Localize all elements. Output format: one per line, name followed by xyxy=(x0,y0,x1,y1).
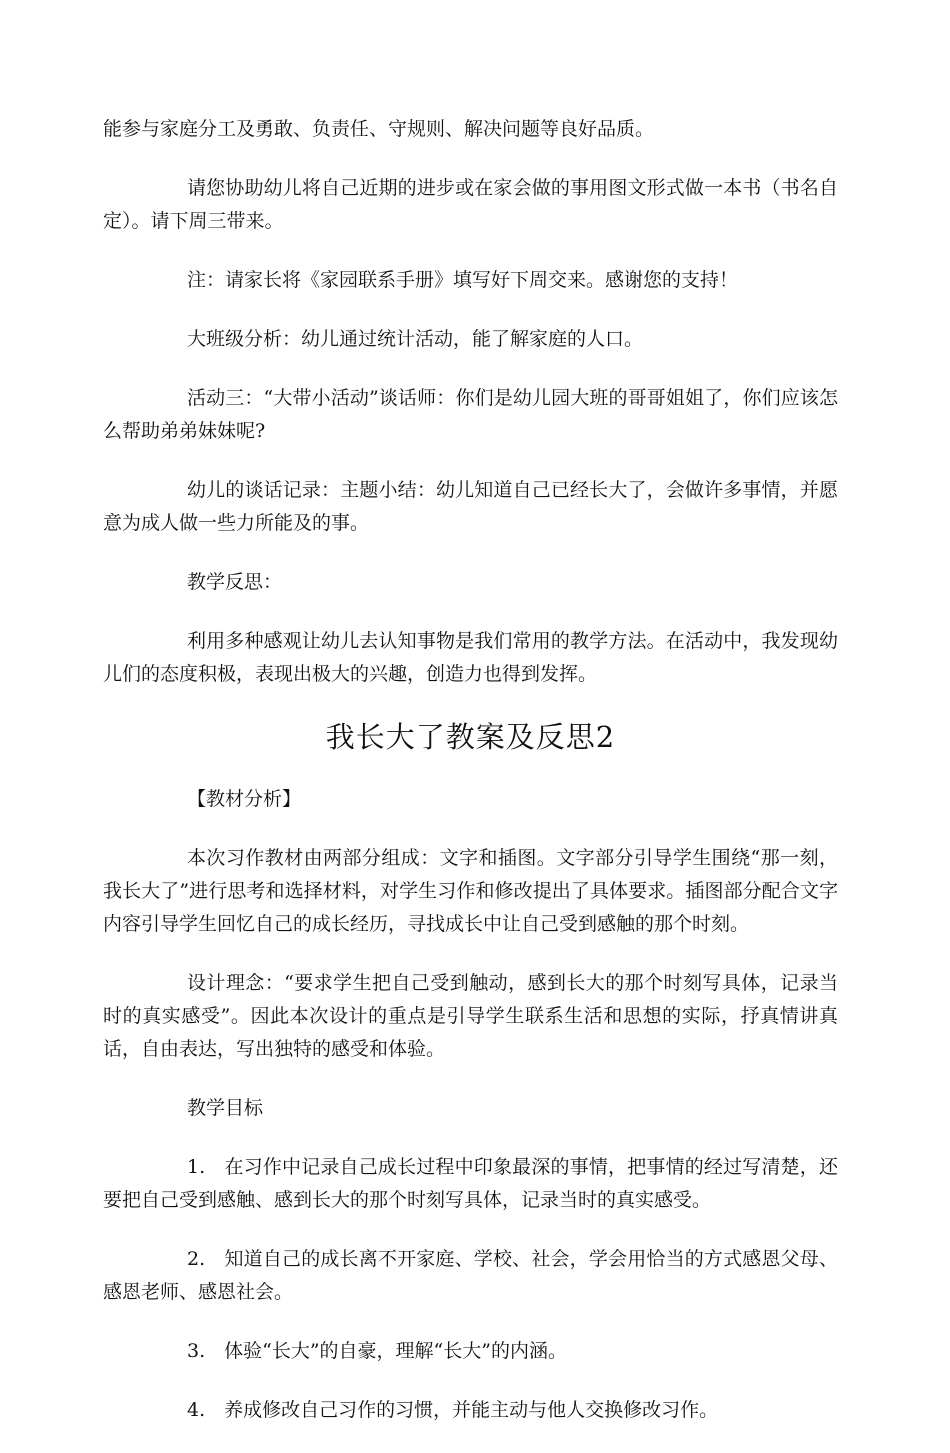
paragraph-goals-heading: 教学目标 xyxy=(187,1097,264,1119)
paragraph-goal-2: 2. 知道自己的成长离不开家庭、学校、社会，学会用恰当的方式感恩父母、感恩老师、感恩社会。 xyxy=(103,1248,838,1303)
section-title: 我长大了教案及反思2 xyxy=(325,720,616,754)
paragraph-class-analysis: 大班级分析：幼儿通过统计活动，能了解家庭的人口。 xyxy=(187,328,644,350)
paragraph-book-request: 请您协助幼儿将自己近期的进步或在家会做的事用图文形式做一本书（书名自定）。请下周三带来。 xyxy=(103,177,838,232)
paragraph-conversation-record: 幼儿的谈话记录：主题小结：幼儿知道自己已经长大了，会做许多事情，并愿意为成人做一些力所能及的事。 xyxy=(103,479,838,534)
paragraph-material-analysis: 本次习作教材由两部分组成：文字和插图。文字部分引导学生围绕“那一刻，我长大了”进行思考和选择材料，对学生习作和修改提出了具体要求。插图部分配合文字内容引导学生回忆自己的成长经历，寻找成长中让自己受到感触的那个时刻。 xyxy=(103,847,838,935)
paragraph-reflection: 利用多种感观让幼儿去认知事物是我们常用的教学方法。在活动中，我发现幼儿们的态度积极，表现出极大的兴趣，创造力也得到发挥。 xyxy=(103,630,838,685)
paragraph-continuation: 能参与家庭分工及勇敢、负责任、守规则、解决问题等良好品质。 xyxy=(103,118,655,140)
paragraph-reflection-heading: 教学反思： xyxy=(187,571,283,593)
paragraph-note: 注：请家长将《家园联系手册》填写好下周交来。感谢您的支持！ xyxy=(187,269,739,291)
document-body xyxy=(103,113,838,1453)
paragraph-goal-3: 3. 体验“长大”的自豪，理解“长大”的内涵。 xyxy=(187,1340,567,1362)
paragraph-material-heading: 【教材分析】 xyxy=(187,788,302,810)
paragraph-goal-4: 4. 养成修改自己习作的习惯，并能主动与他人交换修改习作。 xyxy=(187,1399,719,1421)
paragraph-activity-three: 活动三：“大带小活动”谈话师：你们是幼儿园大班的哥哥姐姐了，你们应该怎么帮助弟弟妹妹呢? xyxy=(103,387,838,442)
paragraph-design-concept: 设计理念：“要求学生把自己受到触动，感到长大的那个时刻写具体，记录当时的真实感受”。因此本次设计的重点是引导学生联系生活和思想的实际，抒真情讲真话，自由表达，写出独特的感受和体验。 xyxy=(103,972,838,1060)
paragraph-goal-1: 1. 在习作中记录自己成长过程中印象最深的事情，把事情的经过写清楚，还要把自己受到感触、感到长大的那个时刻写具体，记录当时的真实感受。 xyxy=(103,1156,838,1211)
